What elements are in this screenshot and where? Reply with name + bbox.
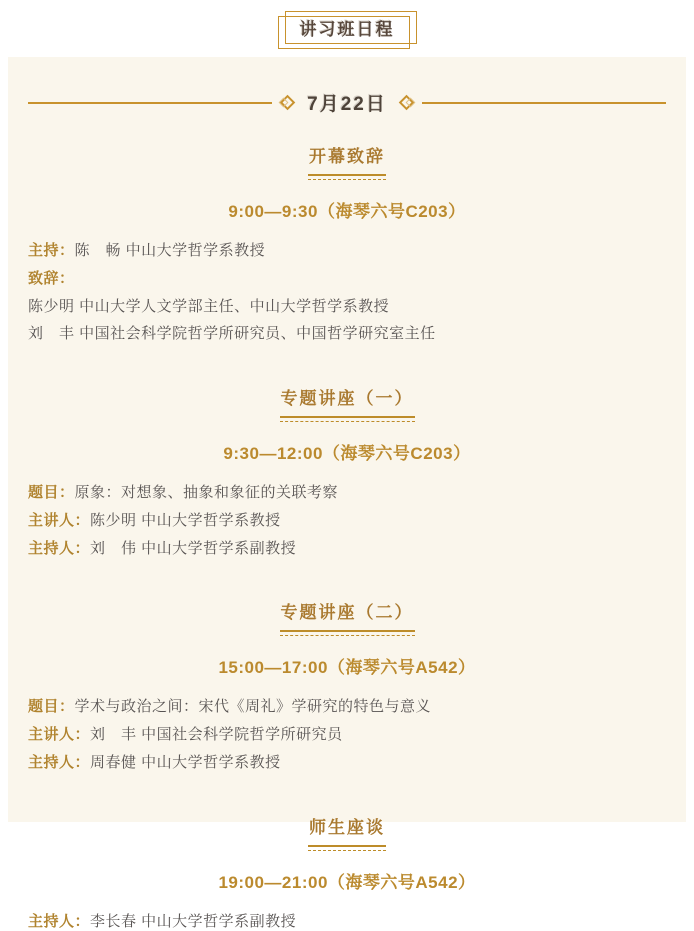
section-time: 19:00—21:00（海琴六号A542） xyxy=(28,868,666,893)
line-text: 刘 丰 中国社会科学院哲学所研究员、中国哲学研究室主任 xyxy=(28,325,436,342)
line-text: 周春健 中山大学哲学系教授 xyxy=(90,754,281,771)
line-text: 刘 丰 中国社会科学院哲学所研究员 xyxy=(90,726,343,743)
page-title: 讲习班日程 xyxy=(300,20,395,40)
section-title: 开幕致辞 xyxy=(308,142,386,174)
line-label: 题目： xyxy=(28,698,75,715)
schedule-line xyxy=(28,484,666,503)
double-diamond-icon xyxy=(401,97,414,108)
section-time: 15:00—17:00（海琴六号A542） xyxy=(28,653,666,678)
schedule-panel xyxy=(8,57,686,822)
section-title: 专题讲座（一） xyxy=(280,384,415,416)
line-text: 陈少明 中山大学人文学部主任、中山大学哲学系教授 xyxy=(28,298,389,315)
line-label: 主讲人： xyxy=(28,512,90,529)
section-lecture-1 xyxy=(28,384,666,558)
line-text: 学术与政治之间：宋代《周礼》学研究的特色与意义 xyxy=(75,698,432,715)
line-label: 主讲人： xyxy=(28,726,90,743)
section-time: 9:30—12:00（海琴六号C203） xyxy=(28,439,666,464)
section-title-block xyxy=(280,598,415,636)
divider-line-right xyxy=(422,102,666,104)
double-diamond-icon xyxy=(280,97,293,108)
schedule-line xyxy=(28,726,666,745)
section-discussion xyxy=(28,813,666,931)
line-label: 题目： xyxy=(28,484,75,501)
section-body xyxy=(28,242,666,344)
section-title-block xyxy=(308,813,386,851)
line-text: 陈 畅 中山大学哲学系教授 xyxy=(75,242,266,259)
section-body xyxy=(28,913,666,931)
line-label: 主持人： xyxy=(28,754,90,771)
line-label: 主持人： xyxy=(28,540,90,557)
page-title-box xyxy=(278,11,417,49)
underline-dashed xyxy=(308,179,386,180)
section-title-block xyxy=(308,142,386,180)
line-text: 陈少明 中山大学哲学系教授 xyxy=(90,512,281,529)
date-header: 7月22日 xyxy=(307,89,387,116)
section-opening-remarks xyxy=(28,142,666,344)
underline-dashed xyxy=(280,635,415,636)
schedule-line xyxy=(28,754,666,773)
divider-line-left xyxy=(28,102,272,104)
section-title: 专题讲座（二） xyxy=(280,598,415,630)
underline-solid xyxy=(308,174,386,176)
line-label: 主持： xyxy=(28,242,75,259)
line-text: 原象：对想象、抽象和象征的关联考察 xyxy=(75,484,339,501)
schedule-line xyxy=(28,325,666,344)
underline-solid xyxy=(280,416,415,418)
date-divider xyxy=(28,89,666,116)
schedule-line xyxy=(28,698,666,717)
section-body xyxy=(28,698,666,772)
line-text: 刘 伟 中山大学哲学系副教授 xyxy=(90,540,296,557)
schedule-line xyxy=(28,540,666,559)
underline-dashed xyxy=(308,850,386,851)
schedule-line xyxy=(28,298,666,317)
section-time: 9:00—9:30（海琴六号C203） xyxy=(28,197,666,222)
line-label: 致辞： xyxy=(28,270,75,287)
section-title: 师生座谈 xyxy=(308,813,386,845)
section-lecture-2 xyxy=(28,598,666,772)
section-body xyxy=(28,484,666,558)
header xyxy=(0,0,694,57)
schedule-line xyxy=(28,270,666,289)
schedule-line xyxy=(28,512,666,531)
section-title-block xyxy=(280,384,415,422)
underline-dashed xyxy=(280,421,415,422)
schedule-line xyxy=(28,242,666,261)
line-text: 李长春 中山大学哲学系副教授 xyxy=(90,913,296,930)
schedule-line xyxy=(28,913,666,931)
line-label: 主持人： xyxy=(28,913,90,930)
underline-solid xyxy=(308,845,386,847)
underline-solid xyxy=(280,630,415,632)
